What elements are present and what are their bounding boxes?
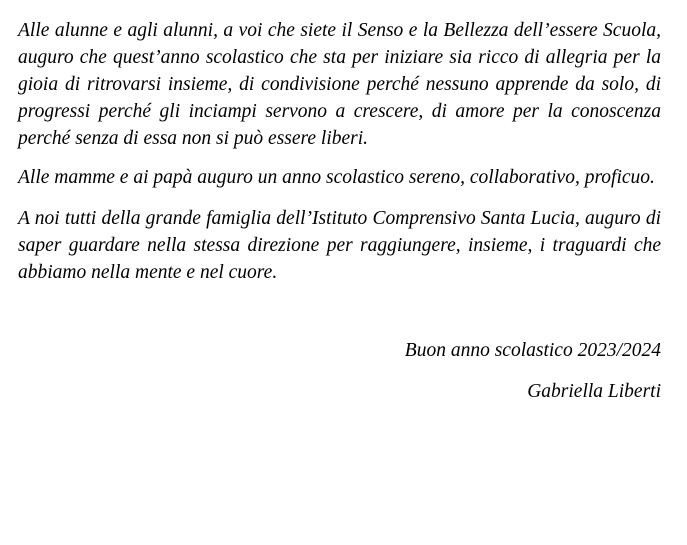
paragraph-community: A noi tutti della grande famiglia dell’Istituto Comprensivo Santa Lucia, auguro di saper guardare nella stessa direzione per raggiungere, insieme, i traguardi che abbiamo nella mente e nel cuore. [18,208,661,283]
paragraph-students: Alle alunne e agli alunni, a voi che siete il Senso e la Bellezza dell’essere Scuola, auguro che quest’anno scolastico che sta per iniziare sia ricco di allegria per la gioia di ritrovarsi insieme, di condivisione perché nessuno apprende da solo, di progressi perché gli inciampi servono a crescere, di amore per la conoscenza perché senza di essa non si può essere liberi. [18,20,661,149]
paragraph-parents: Alle mamme e ai papà auguro un anno scolastico sereno, collaborativo, proficuo. [18,167,655,188]
signature-name: Gabriella Liberti [527,381,661,402]
closing-greeting: Buon anno scolastico 2023/2024 [404,340,661,361]
